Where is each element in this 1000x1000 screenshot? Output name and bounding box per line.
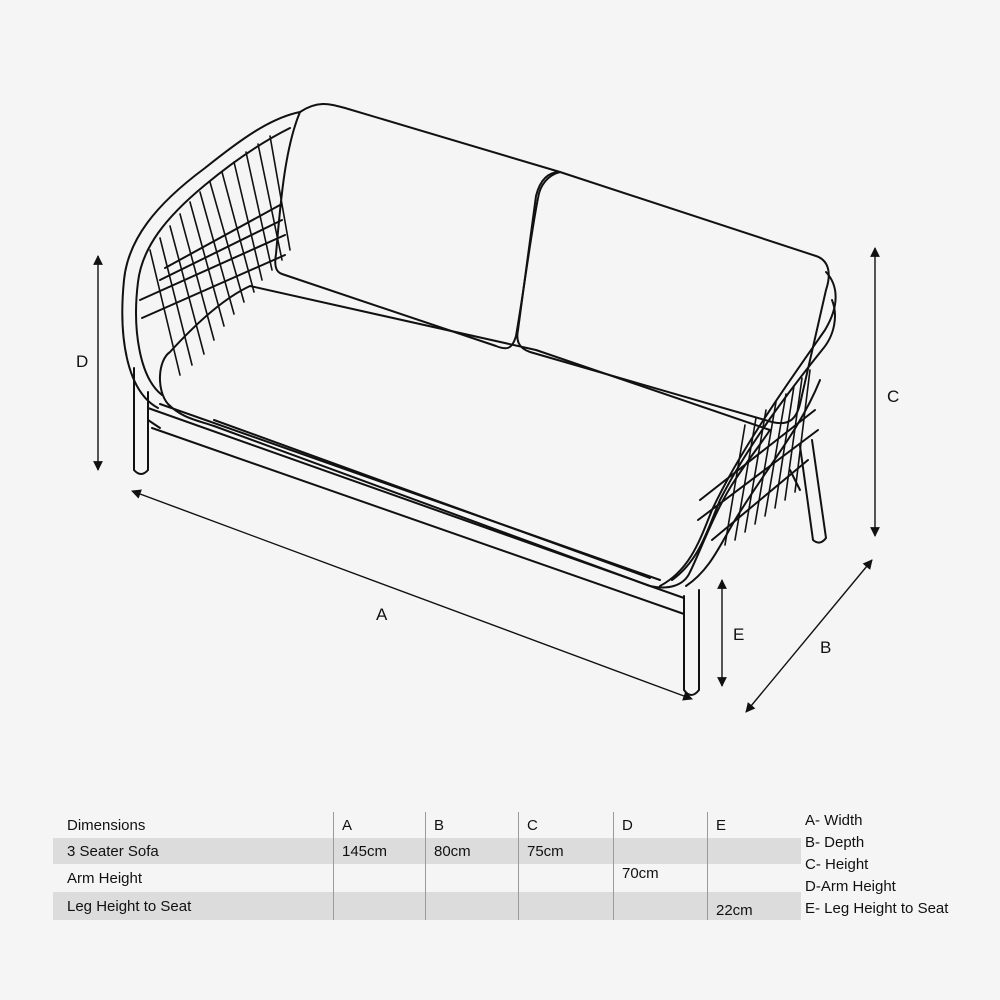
cell-c [519,864,614,892]
table-header-e: E [708,812,802,838]
cell-c: 75cm [519,838,614,864]
row-label: Leg Height to Seat [53,892,334,920]
dimension-label-a: A [376,605,388,624]
table-row [53,892,801,920]
cell-b [426,864,519,892]
cell-c [519,892,614,920]
dimension-label-e: E [733,625,745,644]
dimension-label-c: C [887,387,900,406]
table-row [53,864,801,892]
table-header-row [53,812,801,838]
legend-item-height: C- Height [805,856,869,873]
row-label: Arm Height [67,869,143,887]
sofa-leg-front-right [684,590,699,695]
cell-e [708,838,802,864]
cell-e [708,864,802,892]
sofa-leg-back-right [800,440,826,543]
cell-b [426,892,519,920]
table-row [53,838,801,864]
cell-a: 145cm [334,838,426,864]
table-header-d: D [614,812,708,838]
cell-a [334,892,426,920]
table-header-dimensions: Dimensions [67,816,146,834]
dimension-label-d: D [76,352,89,371]
cell-a [334,864,426,892]
legend-item-arm-height: D-Arm Height [805,878,896,895]
table-header-c: C [519,812,614,838]
dimensions-table [53,812,801,920]
sofa-back-cushion-left [275,104,560,348]
sofa-back-cushion-right [517,172,828,423]
legend-item-leg-height: E- Leg Height to Seat [805,900,949,917]
dimension-arrow-a [132,491,692,699]
dimension-arrow-b [746,560,872,712]
sofa-arm-right [660,272,836,586]
table-header-a: A [334,812,426,838]
legend-item-depth: B- Depth [805,834,865,851]
cell-e: 22cm [708,892,802,920]
cell-d: 70cm [614,864,708,892]
cell-b: 80cm [426,838,519,864]
table-header-b: B [426,812,519,838]
dimension-arrows [98,248,875,712]
dimension-legend [805,810,948,920]
legend-item-width: A- Width [805,812,863,829]
sofa-illustration [122,104,835,695]
cell-d [614,892,708,920]
row-label: 3 Seater Sofa [53,838,334,864]
cell-d [614,838,708,864]
dimension-label-b: B [820,638,832,657]
